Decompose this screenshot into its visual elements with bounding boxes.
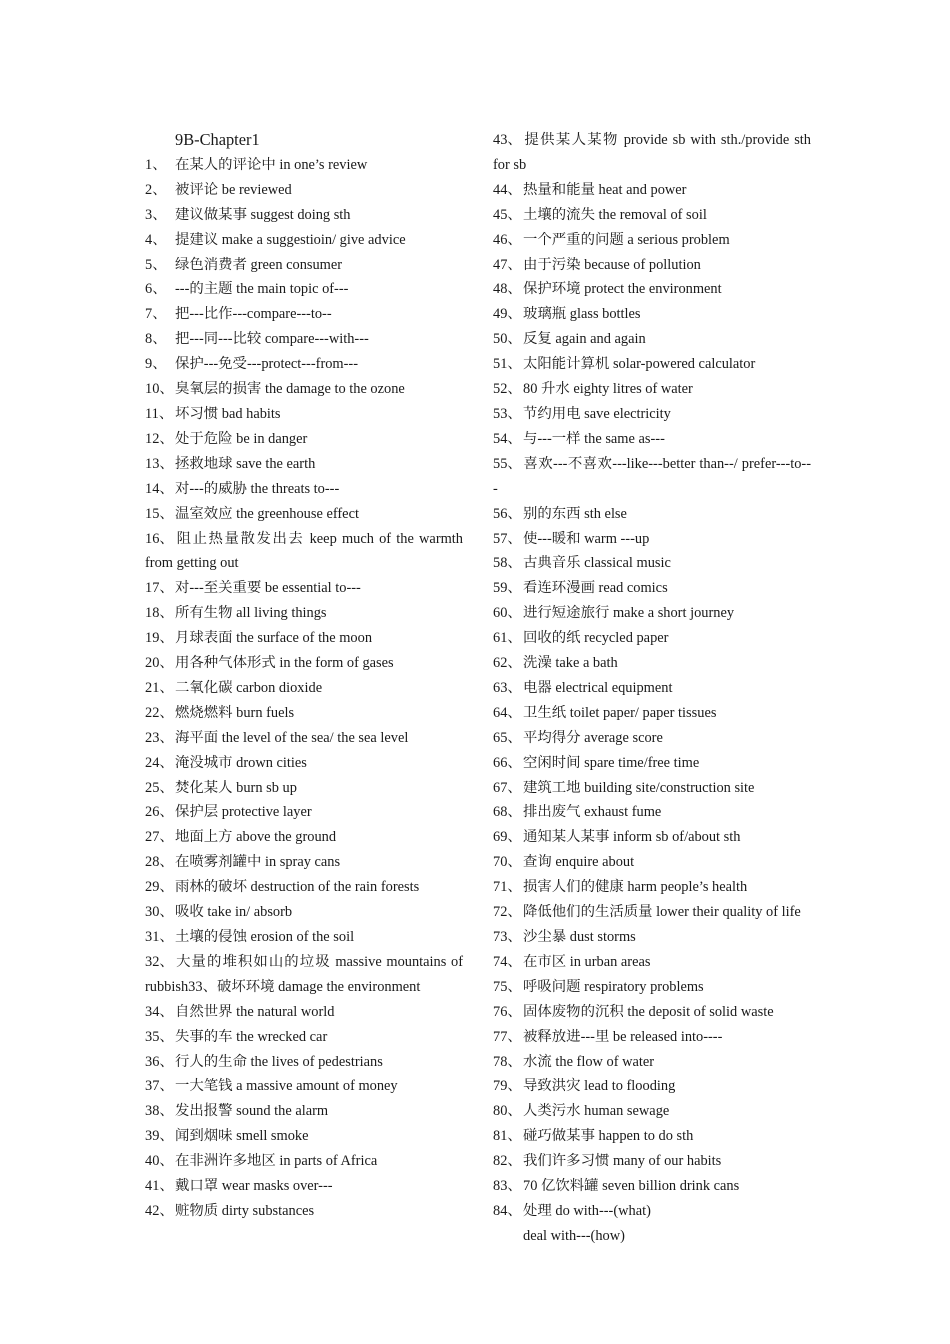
vocab-item-4: [145, 228, 463, 253]
item-text: 坏习惯 bad habits: [175, 405, 281, 422]
vocab-item-24: [145, 751, 463, 776]
item-text: 自然世界 the natural world: [175, 1003, 335, 1020]
vocab-item-1: [145, 153, 463, 178]
item-number: 28、: [145, 854, 174, 871]
vocab-item-43: [493, 128, 811, 178]
vocab-item-58: [493, 551, 811, 576]
item-text: 把---比作---compare---to--: [175, 306, 332, 323]
item-text: 保护层 protective layer: [175, 804, 312, 821]
item-text: 阻止热量散发出去 keep much of the warmth from getting out: [145, 530, 463, 572]
item-number: 68、: [493, 804, 522, 821]
vocab-item-67: [493, 776, 811, 801]
item-text: 平均得分 average score: [523, 729, 663, 746]
item-text: 土壤的流失 the removal of soil: [523, 206, 707, 223]
item-number: 11、: [145, 405, 174, 422]
vocab-item-63: [493, 676, 811, 701]
item-number: 22、: [145, 704, 174, 721]
vocab-item-64: [493, 701, 811, 726]
item-text: 古典音乐 classical music: [523, 555, 671, 572]
page-title: 9B-Chapter1: [175, 130, 260, 149]
item-number: 44、: [493, 181, 522, 198]
item-number: 61、: [493, 630, 522, 647]
item-text: 被释放进---里 be released into----: [523, 1028, 723, 1045]
item-text: 大量的堆积如山的垃圾 massive mountains of rubbish33、破坏环境 damage the environment: [145, 953, 463, 995]
item-number: 31、: [145, 929, 174, 945]
vocab-item-61: [493, 626, 811, 651]
item-number: 29、: [145, 879, 174, 896]
item-number: 23、: [145, 729, 174, 746]
vocab-item-48: [493, 277, 811, 302]
item-number: 12、: [145, 430, 174, 447]
vocab-item-76: [493, 1000, 811, 1025]
item-text: 回收的纸 recycled paper: [523, 630, 669, 647]
item-number: 78、: [493, 1053, 522, 1070]
vocab-item-83: [493, 1174, 811, 1199]
item-text: 焚化某人 burn sb up: [175, 779, 297, 796]
vocab-item-54: [493, 427, 811, 452]
item-text: 看连环漫画 read comics: [523, 580, 668, 597]
item-text: 在某人的评论中 in one’s review: [175, 156, 368, 173]
item-text: 导致洪灾 lead to flooding: [523, 1078, 676, 1095]
item-number: 20、: [145, 655, 174, 672]
item-number: 17、: [145, 580, 174, 597]
item-number: 76、: [493, 1003, 522, 1020]
item-text: ---的主题 the main topic of---: [175, 281, 349, 298]
vocab-item-68: [493, 800, 811, 825]
item-number: 77、: [493, 1028, 522, 1045]
item-text: 对---的威胁 the threats to---: [175, 480, 340, 497]
item-text: 被评论 be reviewed: [175, 181, 292, 198]
vocab-item-16: [145, 527, 463, 577]
item-text: 通知某人某事 inform sb of/about sth: [523, 829, 741, 846]
item-number: 46、: [493, 231, 522, 248]
item-text: 保护环境 protect the environment: [523, 281, 722, 298]
item-number: 24、: [145, 754, 174, 771]
vocab-item-84: [493, 1199, 811, 1224]
item-number: 19、: [145, 630, 174, 647]
item-text: 把---同---比较 compare---with---: [175, 331, 369, 348]
document-content: [145, 128, 811, 1249]
vocab-item-56: [493, 502, 811, 527]
item-number: 71、: [493, 879, 522, 896]
item-number: 43、: [493, 132, 522, 148]
item-number: 53、: [493, 405, 522, 422]
item-number: 25、: [145, 779, 174, 796]
item-number: 18、: [145, 605, 174, 622]
vocab-item-57: [493, 527, 811, 552]
item-number: 34、: [145, 1003, 174, 1020]
item-text: 损害人们的健康 harm people’s health: [523, 879, 748, 896]
vocab-item-22: [145, 701, 463, 726]
vocab-item-55: [493, 452, 811, 502]
item-number: 75、: [493, 978, 522, 995]
vocab-item-21: [145, 676, 463, 701]
item-number: 5、: [145, 256, 167, 273]
item-text: 地面上方 above the ground: [175, 829, 337, 846]
item-text: 电器 electrical equipment: [523, 679, 673, 696]
item-text: deal with---(how): [523, 1227, 625, 1244]
item-number: 51、: [493, 356, 522, 373]
item-text: 提供某人某物 provide sb with sth./provide sth for sb: [493, 132, 811, 173]
item-text: 处于危险 be in danger: [175, 430, 308, 447]
vocab-item-45: [493, 203, 811, 228]
item-number: 14、: [145, 480, 174, 497]
item-number: 73、: [493, 929, 522, 945]
vocab-item-17: [145, 576, 463, 601]
item-text: 与---一样 the same as---: [523, 430, 665, 447]
item-number: 63、: [493, 679, 522, 696]
vocab-item-39: [145, 1124, 463, 1149]
item-number: 36、: [145, 1053, 174, 1070]
item-number: 66、: [493, 754, 522, 771]
item-text: 失事的车 the wrecked car: [175, 1028, 328, 1045]
vocab-item-3: [145, 203, 463, 228]
item-number: 7、: [145, 306, 167, 323]
item-number: 79、: [493, 1078, 522, 1095]
item-text: 所有生物 all living things: [175, 605, 327, 622]
vocab-item-13: [145, 452, 463, 477]
vocab-item-77: [493, 1025, 811, 1050]
vocab-item-53: [493, 402, 811, 427]
item-number: 4、: [145, 231, 167, 248]
vocab-item-72: [493, 900, 811, 925]
item-number: 48、: [493, 281, 522, 298]
item-number: 83、: [493, 1178, 522, 1195]
vocab-item-20: [145, 651, 463, 676]
item-text: 反复 again and again: [523, 331, 646, 348]
item-text: 使---暖和 warm ---up: [523, 530, 650, 547]
right-column: [493, 128, 811, 1249]
item-number: 67、: [493, 779, 522, 796]
item-text: 温室效应 the greenhouse effect: [175, 505, 359, 522]
item-text: 二氧化碳 carbon dioxide: [175, 679, 323, 696]
item-number: 81、: [493, 1128, 522, 1145]
vocab-item-47: [493, 253, 811, 278]
item-number: 60、: [493, 605, 522, 622]
item-text: 查询 enquire about: [523, 854, 635, 871]
item-text: 海平面 the level of the sea/ the sea level: [175, 729, 409, 746]
item-number: 56、: [493, 505, 522, 522]
item-number: 49、: [493, 306, 522, 323]
item-number: 84、: [493, 1202, 522, 1219]
item-number: 9、: [145, 356, 167, 373]
item-number: 10、: [145, 381, 174, 398]
item-number: 72、: [493, 904, 522, 921]
vocab-item-70: [493, 850, 811, 875]
item-text: 节约用电 save electricity: [523, 405, 671, 422]
item-text: 由于污染 because of pollution: [523, 256, 701, 273]
item-number: 59、: [493, 580, 522, 597]
item-text: 进行短途旅行 make a short journey: [523, 605, 735, 622]
vocab-item-8: [145, 327, 463, 352]
item-text: 赃物质 dirty substances: [175, 1202, 315, 1219]
vocab-item-51: [493, 352, 811, 377]
item-number: 38、: [145, 1103, 174, 1120]
item-number: 16、: [145, 530, 174, 547]
item-text: 卫生纸 toilet paper/ paper tissues: [523, 704, 717, 721]
item-number: 8、: [145, 331, 167, 348]
item-text: 在喷雾剂罐中 in spray cans: [175, 854, 341, 871]
item-text: 建筑工地 building site/construction site: [523, 779, 755, 796]
vocab-item-continuation: [493, 1224, 811, 1249]
item-number: 45、: [493, 206, 522, 223]
item-number: 80、: [493, 1103, 522, 1120]
item-text: 在市区 in urban areas: [523, 953, 651, 970]
item-number: 1、: [145, 156, 167, 173]
vocab-item-66: [493, 751, 811, 776]
item-text: 降低他们的生活质量 lower their quality of life: [523, 904, 801, 921]
item-number: 70、: [493, 854, 522, 871]
vocab-item-50: [493, 327, 811, 352]
item-text: 戴口罩 wear masks over---: [175, 1178, 333, 1195]
item-text: 处理 do with---(what): [523, 1202, 651, 1219]
vocab-item-28: [145, 850, 463, 875]
vocab-item-80: [493, 1099, 811, 1124]
item-text: 拯救地球 save the earth: [175, 455, 316, 472]
vocab-item-38: [145, 1099, 463, 1124]
item-text: 呼吸问题 respiratory problems: [523, 978, 704, 995]
item-text: 行人的生命 the lives of pedestrians: [175, 1053, 383, 1070]
vocab-item-29: [145, 875, 463, 900]
vocab-item-73: [493, 925, 811, 950]
vocab-item-81: [493, 1124, 811, 1149]
item-number: 54、: [493, 430, 522, 447]
item-text: 70 亿饮料罐 seven billion drink cans: [523, 1178, 740, 1195]
vocab-item-35: [145, 1025, 463, 1050]
item-text: 固体废物的沉积 the deposit of solid waste: [523, 1003, 774, 1020]
item-text: 保护---免受---protect---from---: [175, 356, 358, 373]
item-text: 绿色消费者 green consumer: [175, 256, 343, 273]
item-number: 62、: [493, 655, 522, 672]
vocab-item-40: [145, 1149, 463, 1174]
vocab-item-14: [145, 477, 463, 502]
vocab-item-59: [493, 576, 811, 601]
item-text: 水流 the flow of water: [523, 1053, 655, 1070]
vocab-item-62: [493, 651, 811, 676]
item-number: 42、: [145, 1202, 174, 1219]
item-text: 空闲时间 spare time/free time: [523, 754, 700, 771]
item-number: 47、: [493, 256, 522, 273]
item-text: 碰巧做某事 happen to do sth: [523, 1128, 694, 1145]
item-text: 我们许多习惯 many of our habits: [523, 1153, 722, 1170]
item-text: 建议做某事 suggest doing sth: [175, 206, 351, 223]
vocab-item-49: [493, 302, 811, 327]
vocab-item-71: [493, 875, 811, 900]
item-number: 26、: [145, 804, 174, 821]
item-text: 对---至关重要 be essential to---: [175, 580, 361, 597]
item-text: 土壤的侵蚀 erosion of the soil: [175, 929, 355, 945]
item-text: 别的东西 sth else: [523, 505, 627, 522]
vocab-item-23: [145, 726, 463, 751]
item-text: 80 升水 eighty litres of water: [523, 381, 693, 398]
vocab-item-65: [493, 726, 811, 751]
left-column: [145, 128, 463, 1249]
item-text: 人类污水 human sewage: [523, 1103, 670, 1120]
vocab-item-37: [145, 1074, 463, 1099]
vocab-item-82: [493, 1149, 811, 1174]
item-text: 燃烧燃料 burn fuels: [175, 704, 295, 721]
item-text: 提建议 make a suggestioin/ give advice: [175, 231, 406, 248]
item-number: 27、: [145, 829, 174, 846]
item-text: 一个严重的问题 a serious problem: [523, 231, 730, 248]
vocab-item-18: [145, 601, 463, 626]
item-text: 闻到烟味 smell smoke: [175, 1128, 309, 1145]
vocab-item-6: [145, 277, 463, 302]
item-text: 热量和能量 heat and power: [523, 181, 687, 198]
item-text: 臭氧层的损害 the damage to the ozone: [175, 381, 405, 398]
vocab-item-34: [145, 1000, 463, 1025]
vocab-item-52: [493, 377, 811, 402]
vocab-item-26: [145, 800, 463, 825]
item-text: 用各种气体形式 in the form of gases: [175, 655, 394, 672]
item-text: 一大笔钱 a massive amount of money: [175, 1078, 398, 1095]
item-number: 37、: [145, 1078, 174, 1095]
item-text: 月球表面 the surface of the moon: [175, 630, 373, 647]
vocab-item-69: [493, 825, 811, 850]
vocab-item-79: [493, 1074, 811, 1099]
item-number: 13、: [145, 455, 174, 472]
vocab-item-60: [493, 601, 811, 626]
vocab-item-42: [145, 1199, 463, 1224]
vocab-item-30: [145, 900, 463, 925]
vocab-item-41: [145, 1174, 463, 1199]
item-number: 57、: [493, 530, 522, 547]
item-number: 32、: [145, 953, 174, 970]
item-number: 55、: [493, 455, 522, 472]
vocab-item-46: [493, 228, 811, 253]
item-text: 玻璃瓶 glass bottles: [523, 306, 641, 323]
vocab-item-27: [145, 825, 463, 850]
vocab-item-75: [493, 975, 811, 1000]
vocab-item-25: [145, 776, 463, 801]
vocab-item-10: [145, 377, 463, 402]
vocab-item-19: [145, 626, 463, 651]
item-text: 喜欢---不喜欢---like---better than--/ prefer---to---: [493, 455, 811, 497]
item-number: 35、: [145, 1028, 174, 1045]
item-text: 沙尘暴 dust storms: [523, 929, 636, 945]
item-number: 40、: [145, 1153, 174, 1170]
vocab-item-15: [145, 502, 463, 527]
vocab-item-9: [145, 352, 463, 377]
item-number: 82、: [493, 1153, 522, 1170]
item-text: 吸收 take in/ absorb: [175, 904, 293, 921]
item-number: 74、: [493, 953, 522, 970]
item-text: 排出废气 exhaust fume: [523, 804, 662, 821]
vocab-item-7: [145, 302, 463, 327]
vocab-item-32: [145, 950, 463, 1000]
item-number: 30、: [145, 904, 174, 921]
item-text: 雨林的破坏 destruction of the rain forests: [175, 879, 420, 896]
item-number: 58、: [493, 555, 522, 572]
item-text: 发出报警 sound the alarm: [175, 1103, 329, 1120]
item-number: 64、: [493, 704, 522, 721]
item-text: 洗澡 take a bath: [523, 655, 618, 672]
vocab-item-12: [145, 427, 463, 452]
item-number: 3、: [145, 206, 167, 223]
vocab-item-74: [493, 950, 811, 975]
vocab-item-36: [145, 1050, 463, 1075]
item-number: 6、: [145, 281, 167, 298]
vocab-item-5: [145, 253, 463, 278]
vocab-item-78: [493, 1050, 811, 1075]
item-number: 50、: [493, 331, 522, 348]
item-number: 65、: [493, 729, 522, 746]
vocab-item-11: [145, 402, 463, 427]
item-number: 52、: [493, 381, 522, 398]
item-text: 在非洲许多地区 in parts of Africa: [175, 1153, 378, 1170]
vocab-item-2: [145, 178, 463, 203]
item-number: 69、: [493, 829, 522, 846]
item-number: 41、: [145, 1178, 174, 1195]
item-text: 太阳能计算机 solar-powered calculator: [523, 356, 756, 373]
item-number: 39、: [145, 1128, 174, 1145]
item-number: 2、: [145, 181, 167, 198]
item-number: 15、: [145, 505, 174, 522]
item-text: 淹没城市 drown cities: [175, 754, 307, 771]
vocab-item-44: [493, 178, 811, 203]
item-number: 21、: [145, 679, 174, 696]
vocab-item-31: [145, 925, 463, 950]
